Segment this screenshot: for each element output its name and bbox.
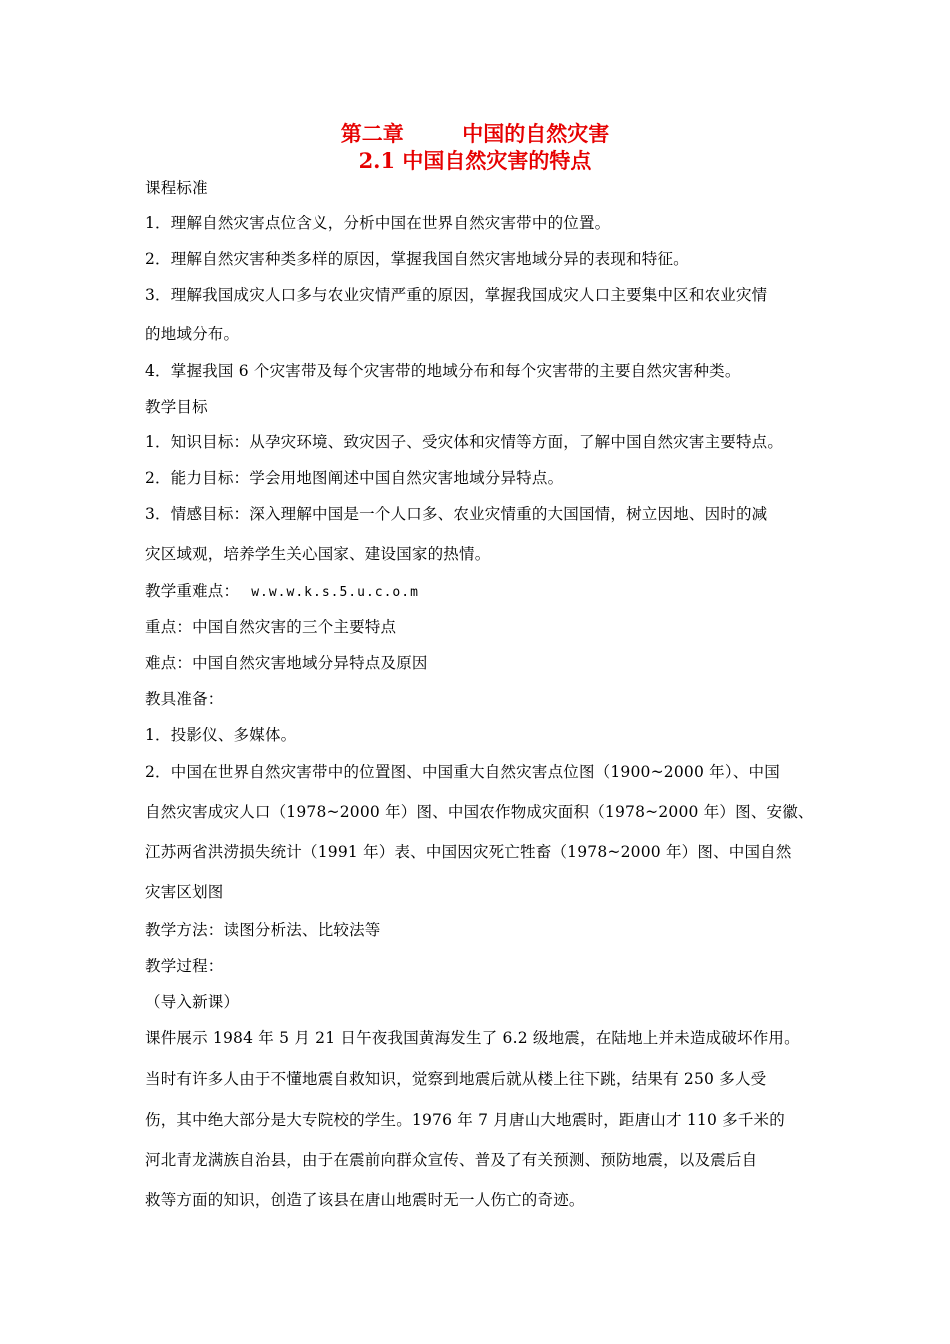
paragraph-line: 重点：中国自然灾害的三个主要特点 <box>145 618 397 636</box>
paragraph-line: 当时有许多人由于不懂地震自救知识，觉察到地震后就从楼上往下跳，结果有 250 多人受 <box>145 1070 767 1088</box>
paragraph-line: 河北青龙满族自治县，由于在震前向群众宣传、普及了有关预测、预防地震，以及震后自 <box>145 1151 758 1169</box>
paragraph-line: 3．理解我国成灾人口多与农业灾情严重的原因，掌握我国成灾人口主要集中区和农业灾情 <box>145 286 768 304</box>
paragraph-line: 难点：中国自然灾害地域分异特点及原因 <box>145 654 428 672</box>
key-points-label: 教学重难点： <box>145 582 240 600</box>
paragraph-line: 4．掌握我国 6 个灾害带及每个灾害带的地域分布和每个灾害带的主要自然灾害种类。 <box>145 362 741 380</box>
paragraph-line: 1．知识目标：从孕灾环境、致灾因子、受灾体和灾情等方面，了解中国自然灾害主要特点。 <box>145 433 784 451</box>
paragraph-line: 灾害区划图 <box>145 883 224 901</box>
heading-teaching-process: 教学过程： <box>145 957 224 975</box>
paragraph-line: 课件展示 1984 年 5 月 21 日午夜我国黄海发生了 6.2 级地震，在陆地上并未造成破坏作用。 <box>145 1029 800 1047</box>
paragraph-line: 伤，其中绝大部分是大专院校的学生。1976 年 7 月唐山大地震时，距唐山才 110 多千米的 <box>145 1111 785 1129</box>
paragraph-line: 1．投影仪、多媒体。 <box>145 726 297 744</box>
chapter-title: 第二章 中国的自然灾害 <box>340 121 610 146</box>
paragraph-line: 2．能力目标：学会用地图阐述中国自然灾害地域分异特点。 <box>145 469 564 487</box>
paragraph-line: （导入新课） <box>145 993 240 1011</box>
heading-teaching-goals: 教学目标 <box>145 398 208 416</box>
paragraph-line: 的地域分布。 <box>145 325 240 343</box>
paragraph-line: 教学方法：读图分析法、比较法等 <box>145 921 381 939</box>
paragraph-line: 2．理解自然灾害种类多样的原因，掌握我国自然灾害地域分异的表现和特征。 <box>145 250 689 268</box>
watermark-text: w.w.w.k.s.5.u.c.o.m <box>251 585 419 600</box>
paragraph-line: 救等方面的知识，创造了该县在唐山地震时无一人伤亡的奇迹。 <box>145 1191 585 1209</box>
paragraph-line: 自然灾害成灾人口（1978~2000 年）图、中国农作物成灾面积（1978~2000 年）图、安徽、 <box>145 803 814 821</box>
paragraph-line: 江苏两省洪涝损失统计（1991 年）表、中国因灾死亡牲畜（1978~2000 年）图、中国自然 <box>145 843 792 861</box>
heading-key-points <box>145 581 835 603</box>
paragraph-line: 2．中国在世界自然灾害带中的位置图、中国重大自然灾害点位图（1900~2000 年）、中国 <box>145 763 780 781</box>
paragraph-line: 1．理解自然灾害点位含义，分析中国在世界自然灾害带中的位置。 <box>145 214 611 232</box>
section-title: 2.1 中国自然灾害的特点 <box>358 148 592 173</box>
heading-teaching-aids: 教具准备： <box>145 690 224 708</box>
paragraph-line: 3．情感目标：深入理解中国是一个人口多、农业灾情重的大国国情，树立因地、因时的减 <box>145 505 768 523</box>
heading-course-standard: 课程标准 <box>145 179 208 197</box>
paragraph-line: 灾区域观，培养学生关心国家、建设国家的热情。 <box>145 545 491 563</box>
